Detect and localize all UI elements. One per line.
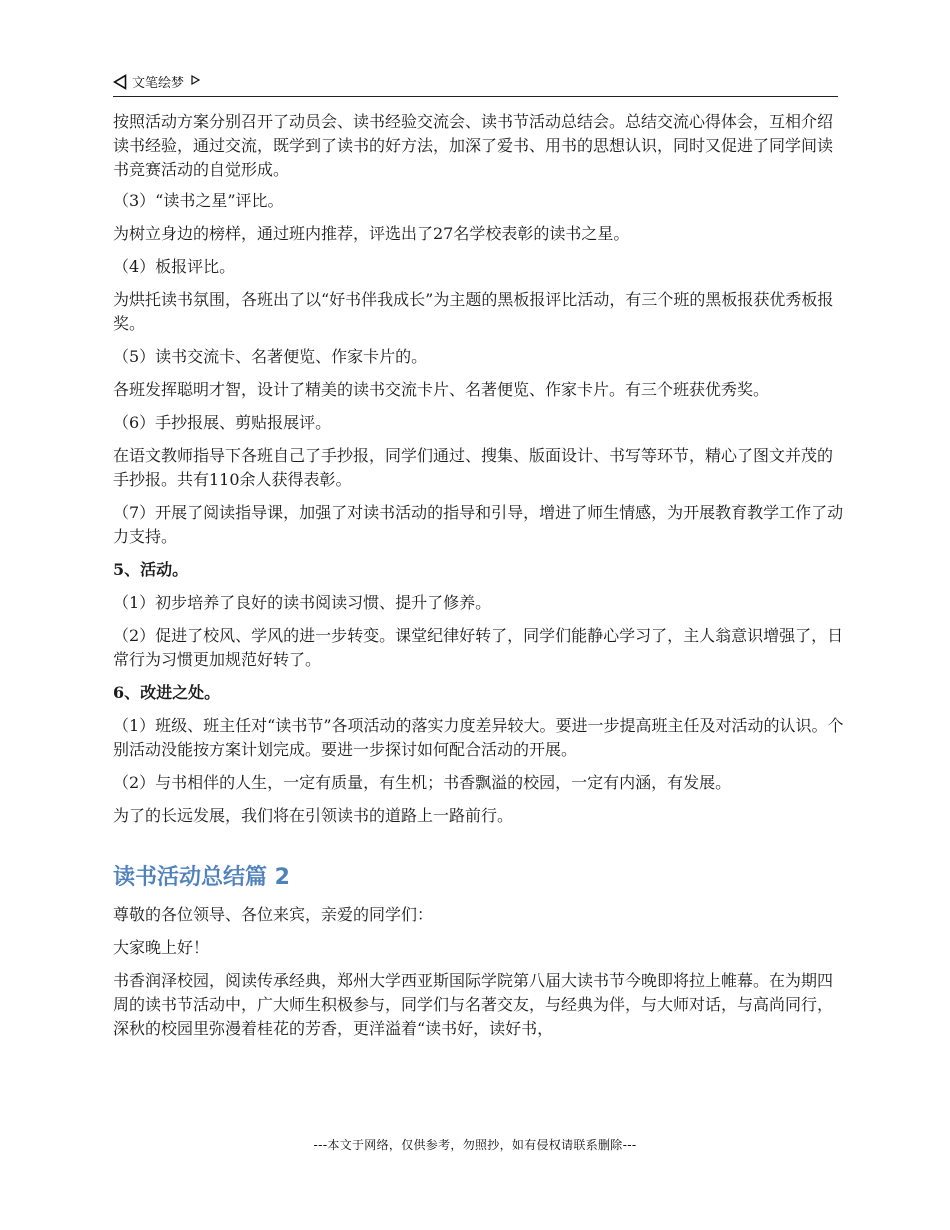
page-header	[113, 70, 838, 97]
paragraph: 在语文教师指导下各班自己了手抄报，同学们通过、搜集、版面设计、书写等环节，精心了图文并茂的手抄报。共有110余人获得表彰。	[113, 446, 834, 489]
triangle-left-icon	[113, 74, 127, 90]
greeting: 大家晚上好！	[113, 938, 210, 957]
brand-name: 文笔绘梦	[132, 76, 185, 91]
paragraph: 各班发挥聪明才智，设计了精美的读书交流卡片、名著便览、作家卡片。有三个班获优秀奖。	[113, 380, 770, 399]
paragraph: （2）促进了校风、学风的进一步转变。课堂纪律好转了，同学们能静心学习了，主人翁意识增强了，日常行为习惯更加规范好转了。	[113, 626, 844, 669]
section-title: 读书活动总结篇 2	[113, 865, 290, 890]
paragraph: 书香润泽校园，阅读传承经典，郑州大学西亚斯国际学院第八届大读书节今晚即将拉上帷幕。在为期四周的读书节活动中，广大师生积极参与，同学们与名著交友，与经典为伴，与大师对话，与高尚同行，深秋的校园里弥漫着桂花的芳香，更洋溢着“读书好，读好书，	[113, 971, 834, 1038]
paragraph: 为树立身边的榜样，通过班内推荐，评选出了27名学校表彰的读书之星。	[113, 224, 630, 243]
paragraph: 为了的长远发展，我们将在引领读书的道路上一路前行。	[113, 806, 514, 825]
paragraph: （1）初步培养了良好的读书阅读习惯、提升了修养。	[113, 593, 492, 612]
paragraph: 为烘托读书氛围，各班出了以“好书伴我成长”为主题的黑板报评比活动，有三个班的黑板报获优秀板报奖。	[113, 290, 834, 333]
paragraph: （2）与书相伴的人生，一定有质量，有生机；书香飘溢的校园，一定有内涵，有发展。	[113, 773, 732, 792]
salutation: 尊敬的各位领导、各位来宾，亲爱的同学们：	[113, 905, 434, 924]
list-item-heading: （3）“读书之星”评比。	[113, 191, 284, 210]
page-footer: ---本文于网络，仅供参考，勿照抄，如有侵权请联系删除---	[313, 1138, 637, 1152]
triangle-right-icon	[191, 75, 200, 85]
paragraph: （1）班级、班主任对“读书节”各项活动的落实力度差异较大。要进一步提高班主任及对活动的认识。个别活动没能按方案计划完成。要进一步探讨如何配合活动的开展。	[113, 716, 844, 759]
list-item-heading: （4）板报评比。	[113, 257, 236, 276]
document-body	[113, 110, 848, 1050]
paragraph: 按照活动方案分别召开了动员会、读书经验交流会、读书节活动总结会。总结交流心得体会，互相介绍读书经验，通过交流，既学到了读书的好方法，加深了爱书、用书的思想认识，同时又促进了同学间读书竞赛活动的自觉形成。	[113, 112, 834, 179]
paragraph: （7）开展了阅读指导课，加强了对读书活动的指导和引导，增进了师生情感，为开展教育教学工作了动力支持。	[113, 503, 844, 546]
list-item-heading: （5）读书交流卡、名著便览、作家卡片的。	[113, 347, 428, 366]
brand	[113, 72, 200, 91]
subsection-heading: 5、活动。	[113, 560, 189, 579]
list-item-heading: （6）手抄报展、剪贴报展评。	[113, 413, 332, 432]
subsection-heading: 6、改进之处。	[113, 683, 221, 702]
